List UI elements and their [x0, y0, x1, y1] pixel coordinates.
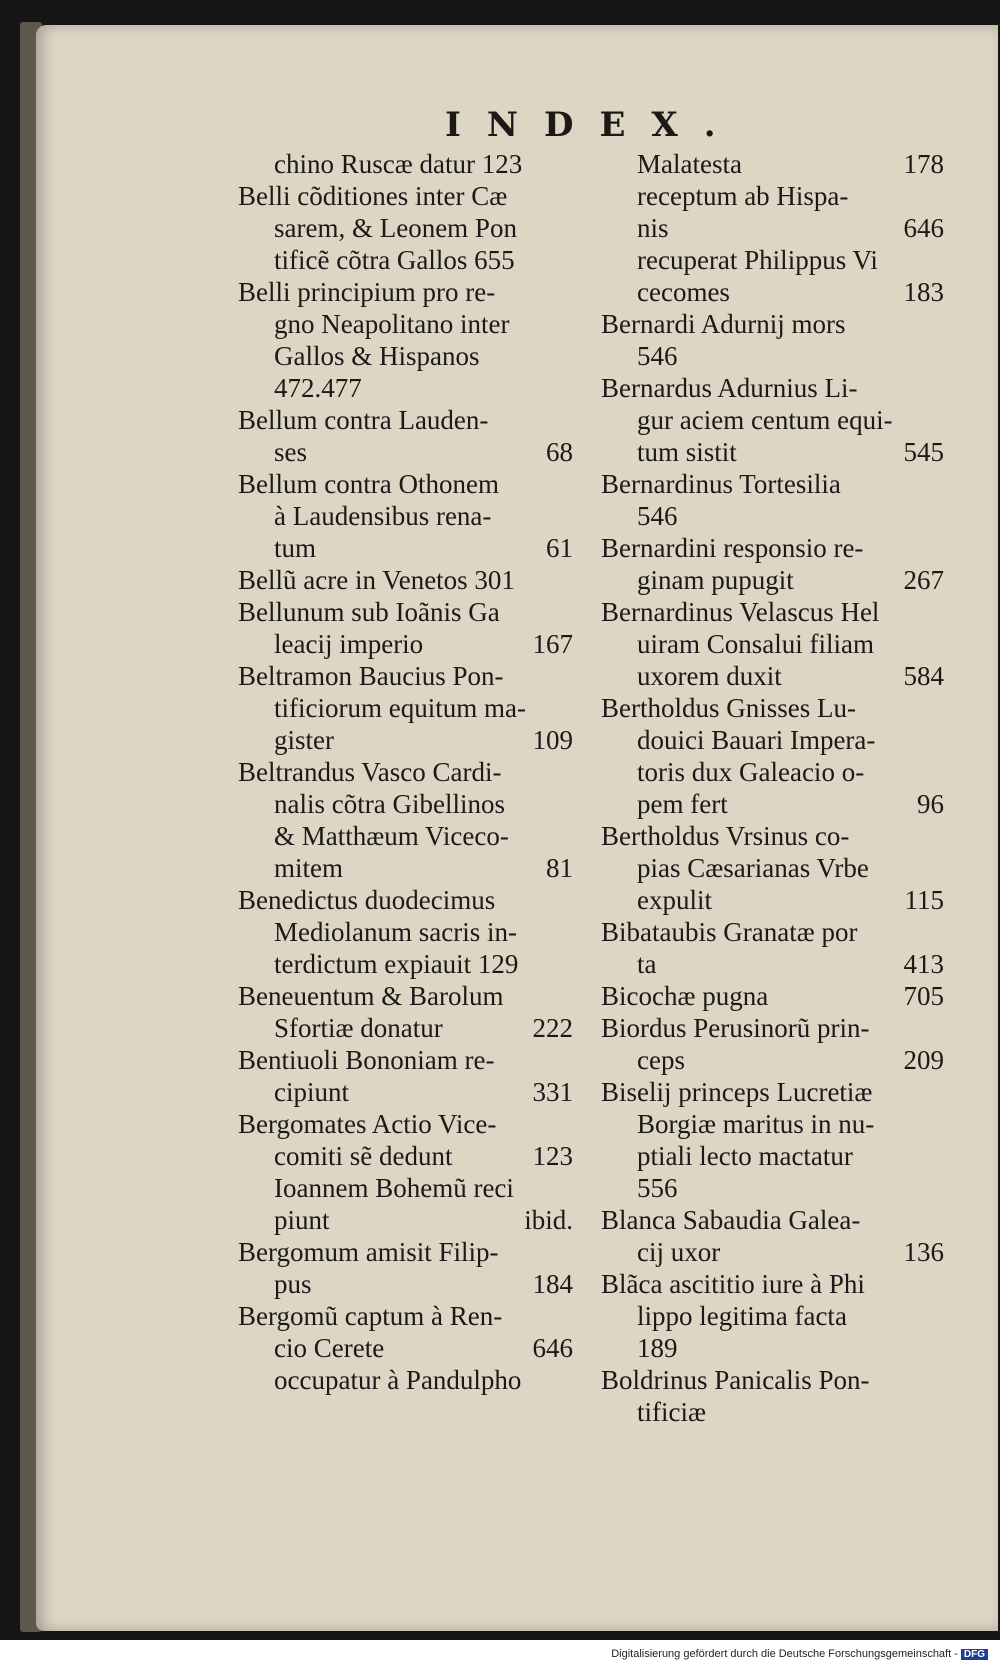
- entry-line: piunt ibid.: [274, 1205, 573, 1235]
- entry-line: tum sistit 545: [637, 437, 944, 467]
- index-entry: [601, 1268, 944, 1364]
- entry-line: Biselij princeps Lucretiæ: [601, 1077, 873, 1107]
- index-entry: [601, 148, 944, 180]
- entry-line: douici Bauari Impera-: [637, 725, 876, 755]
- index-column-left: [238, 148, 573, 1396]
- entry-line: gister 109: [274, 725, 573, 755]
- entry-line: cecomes 183: [637, 277, 944, 307]
- entry-line: tificiorum equitum ma-: [274, 693, 526, 723]
- page-number: 545: [903, 437, 944, 467]
- entry-line: ta 413: [637, 949, 944, 979]
- entry-line: Bellunum sub Ioãnis Ga: [238, 597, 500, 627]
- entry-line: Boldrinus Panicalis Pon-: [601, 1365, 870, 1395]
- index-column-right: [601, 148, 944, 1428]
- index-entry: [601, 1364, 944, 1428]
- page-number: 267: [903, 565, 944, 595]
- entry-line: Bellum contra Lauden-: [238, 405, 489, 435]
- page-header: INDEX.: [445, 105, 742, 145]
- index-entry: [238, 404, 573, 468]
- entry-line: Mediolanum sacris in-: [274, 917, 517, 947]
- index-entry: [601, 372, 944, 468]
- entry-line: Malatesta 178: [637, 149, 944, 179]
- entry-line: Bellũ acre in Venetos 301: [238, 565, 515, 595]
- page-number: 705: [903, 981, 944, 1011]
- entry-line: Beltrandus Vasco Cardi-: [238, 757, 502, 787]
- entry-line: tum 61: [274, 533, 573, 563]
- entry-line: sarem, & Leonem Pon: [274, 213, 517, 243]
- entry-line: Bertholdus Vrsinus co-: [601, 821, 850, 851]
- index-entry: [238, 596, 573, 660]
- entry-line: cipiunt 331: [274, 1077, 573, 1107]
- index-entry: [238, 148, 573, 180]
- index-entry: [238, 884, 573, 980]
- entry-line: Bernardini responsio re-: [601, 533, 864, 563]
- entry-line: pus 184: [274, 1269, 573, 1299]
- entry-line: Gallos & Hispanos: [274, 341, 480, 371]
- page-number: 136: [903, 1237, 944, 1267]
- entry-line: cij uxor 136: [637, 1237, 944, 1267]
- page-number: 331: [532, 1077, 573, 1107]
- entry-line: Bernardinus Velascus Hel: [601, 597, 880, 627]
- index-entry: [601, 308, 944, 372]
- page-number: 646: [903, 213, 944, 243]
- entry-line: Blanca Sabaudia Galea-: [601, 1205, 861, 1235]
- entry-line: ginam pupugit 267: [637, 565, 944, 595]
- entry-line: 546: [637, 341, 678, 371]
- index-entry: [601, 980, 944, 1012]
- entry-line: ptiali lecto mactatur: [637, 1141, 853, 1171]
- entry-line: uiram Consalui filiam: [637, 629, 874, 659]
- page-number: 123: [532, 1141, 573, 1171]
- entry-line: à Laudensibus rena-: [274, 501, 492, 531]
- page-number: 115: [904, 885, 944, 915]
- index-entry: [601, 1076, 944, 1204]
- page-number: 184: [532, 1269, 573, 1299]
- entry-line: Sfortiæ donatur 222: [274, 1013, 573, 1043]
- index-entry: [601, 692, 944, 820]
- entry-line: gur aciem centum equi-: [637, 405, 893, 435]
- index-entry: [238, 1108, 573, 1172]
- entry-line: pias Cæsarianas Vrbe: [637, 853, 869, 883]
- entry-line: Bergomates Actio Vice-: [238, 1109, 497, 1139]
- entry-line: tificiæ: [637, 1397, 706, 1427]
- entry-line: occupatur à Pandulpho: [274, 1365, 522, 1395]
- entry-line: Bertholdus Gnisses Lu-: [601, 693, 856, 723]
- page-number: 167: [532, 629, 573, 659]
- entry-line: receptum ab Hispa-: [637, 181, 849, 211]
- entry-line: ses 68: [274, 437, 573, 467]
- entry-line: tificẽ cõtra Gallos 655: [274, 245, 515, 275]
- index-entry: [601, 1204, 944, 1268]
- entry-line: Beltramon Baucius Pon-: [238, 661, 504, 691]
- index-entry: [238, 1364, 573, 1396]
- entry-line: Ioannem Bohemũ reci: [274, 1173, 514, 1203]
- index-entry: [238, 980, 573, 1044]
- entry-line: pem fert 96: [637, 789, 944, 819]
- index-entry: [238, 276, 573, 404]
- entry-line: 472.477: [274, 373, 362, 403]
- entry-line: Bernardus Adurnius Li-: [601, 373, 858, 403]
- index-entry: [601, 244, 944, 308]
- entry-line: cio Cerete 646: [274, 1333, 573, 1363]
- index-entry: [601, 820, 944, 916]
- page-number: 584: [903, 661, 944, 691]
- index-entry: [601, 596, 944, 692]
- page-number: 209: [903, 1045, 944, 1075]
- entry-line: mitem 81: [274, 853, 573, 883]
- index-entry: [601, 468, 944, 532]
- index-entry: [238, 564, 573, 596]
- footer-credit: [611, 1648, 988, 1660]
- entry-line: Bernardi Adurnij mors: [601, 309, 846, 339]
- entry-line: uxorem duxit 584: [637, 661, 944, 691]
- entry-line: 546: [637, 501, 678, 531]
- entry-line: comiti sẽ dedunt 123: [274, 1141, 573, 1171]
- index-entry: [601, 532, 944, 596]
- entry-line: Bicochæ pugna 705: [601, 981, 944, 1011]
- page-number: 183: [903, 277, 944, 307]
- entry-line: Benedictus duodecimus: [238, 885, 496, 915]
- entry-line: Borgiæ maritus in nu-: [637, 1109, 875, 1139]
- index-entry: [601, 1012, 944, 1076]
- index-entry: [238, 756, 573, 884]
- page-number: 413: [903, 949, 944, 979]
- entry-line: nalis cõtra Gibellinos: [274, 789, 505, 819]
- entry-line: ceps 209: [637, 1045, 944, 1075]
- page-number: 178: [903, 149, 944, 179]
- index-entry: [601, 916, 944, 980]
- entry-line: nis 646: [637, 213, 944, 243]
- entry-line: Bentiuoli Bononiam re-: [238, 1045, 495, 1075]
- entry-line: Belli cõditiones inter Cæ: [238, 181, 508, 211]
- page-number: 646: [532, 1333, 573, 1363]
- entry-line: Biordus Perusinorũ prin-: [601, 1013, 870, 1043]
- footer-text: Digitalisierung gefördert durch die Deutsche Forschungsgemeinschaft -: [611, 1648, 958, 1660]
- entry-line: expulit 115: [637, 885, 944, 915]
- entry-line: Bernardinus Tortesilia: [601, 469, 841, 499]
- entry-line: Beneuentum & Barolum: [238, 981, 504, 1011]
- entry-line: terdictum expiauit 129: [274, 949, 519, 979]
- entry-line: chino Ruscæ datur 123: [274, 149, 523, 179]
- entry-line: recuperat Philippus Vi: [637, 245, 878, 275]
- page-number: 222: [532, 1013, 573, 1043]
- index-entry: [601, 180, 944, 244]
- entry-line: & Matthæum Viceco-: [274, 821, 509, 851]
- entry-line: gno Neapolitano inter: [274, 309, 510, 339]
- index-entry: [238, 1300, 573, 1364]
- index-entry: [238, 1172, 573, 1236]
- page-number: ibid.: [524, 1205, 573, 1235]
- page-number: 96: [917, 789, 944, 819]
- index-entry: [238, 1044, 573, 1108]
- page-number: 81: [546, 853, 573, 883]
- entry-line: Bellum contra Othonem: [238, 469, 499, 499]
- index-entry: [238, 468, 573, 564]
- page-number: 68: [546, 437, 573, 467]
- index-entry: [238, 180, 573, 276]
- page-number: 61: [546, 533, 573, 563]
- entry-line: Bibataubis Granatæ por: [601, 917, 858, 947]
- index-entry: [238, 660, 573, 756]
- entry-line: leacij imperio 167: [274, 629, 573, 659]
- index-entry: [238, 1236, 573, 1300]
- entry-line: Bergomũ captum à Ren-: [238, 1301, 503, 1331]
- entry-line: Bergomum amisit Filip-: [238, 1237, 499, 1267]
- entry-line: 556: [637, 1173, 678, 1203]
- entry-line: Blãca ascititio iure à Phi: [601, 1269, 865, 1299]
- entry-line: 189: [637, 1333, 678, 1363]
- page-number: 109: [532, 725, 573, 755]
- entry-line: lippo legitima facta: [637, 1301, 847, 1331]
- entry-line: toris dux Galeacio o-: [637, 757, 865, 787]
- entry-line: Belli principium pro re-: [238, 277, 496, 307]
- dfg-logo: DFG: [961, 1649, 988, 1660]
